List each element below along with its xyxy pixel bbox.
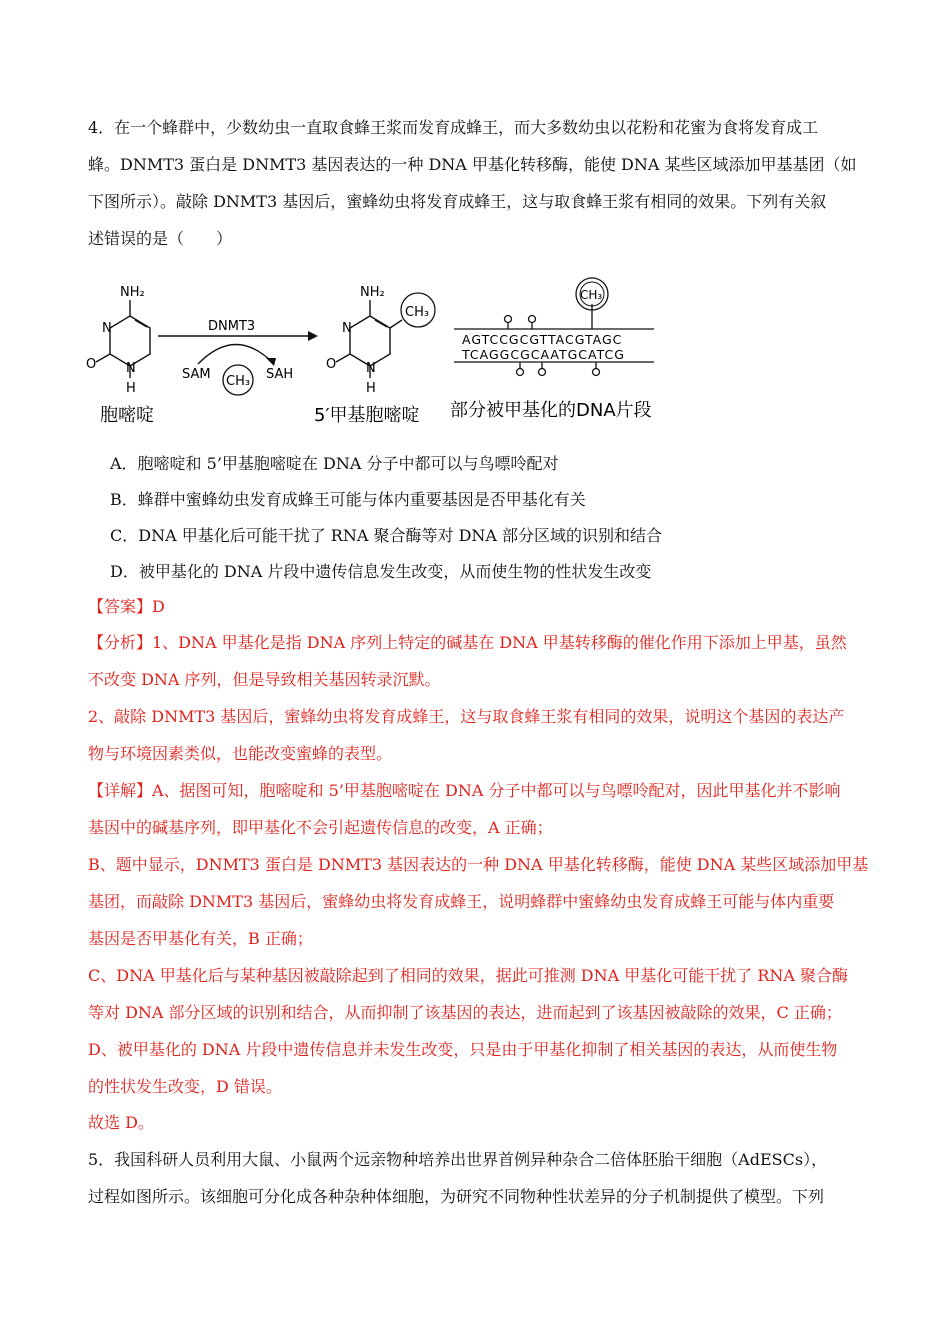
cytosine-n3-label: N [102,321,112,336]
option-d: D．被甲基化的 DNA 片段中遗传信息发生改变，从而使生物的性状发生改变 [110,562,652,581]
q4-line-3: 下图所示）。敲除 DNMT3 基因后，蜜蜂幼虫将发育成蜂王，这与取食蜂王浆有相同的效果。下列有关叙 [88,192,827,211]
answer-line-8: B、题中显示，DNMT3 蛋白是 DNMT3 基因表达的一种 DNA 甲基化转移酶，能使 DNA 某些区域添加甲基 [88,855,869,874]
methyl-n3-label: N [342,321,352,336]
answer-line-13: D、被甲基化的 DNA 片段中遗传信息并未发生改变，只是由于甲基化抑制了相关基因的表达，从而使生物 [88,1040,838,1059]
answer-line-9: 基团，而敲除 DNMT3 基因后，蜜蜂幼虫将发育成蜂王，说明蜂群中蜜蜂幼虫发育成蜂王可能与体内重要 [88,892,835,911]
curved-arrow-head-icon [266,358,276,366]
option-a: A．胞嘧啶和 5’甲基胞嘧啶在 DNA 分子中都可以与鸟嘌呤配对 [110,454,559,473]
answer-line-15: 故选 D。 [88,1113,154,1132]
q5-line-1: 5．我国科研人员利用大鼠、小鼠两个远亲物种培养出世界首例异种杂合二倍体胚胎干细胞（AdESCs）， [88,1150,828,1169]
methylcytosine-caption: 5′甲基胞嘧啶 [314,405,420,426]
sam-label: SAM [182,367,211,382]
reaction-arrow [158,336,312,364]
arrow-head-icon [308,331,318,341]
answer-line-11: C、DNA 甲基化后与某种基因被敲除起到了相同的效果，据此可推测 DNA 甲基化可能干扰了 RNA 聚合酶 [88,966,849,985]
dna-bottom-strand: TCAGGCGCAATGCATCG [462,347,625,362]
enzyme-label: DNMT3 [208,319,256,334]
answer-line-2: 【分析】1、DNA 甲基化是指 DNA 序列上特定的碱基在 DNA 甲基转移酶的催化作用下添加上甲基，虽然 [88,633,847,652]
methyl-n1-label: N [366,361,376,376]
answer-line-1: 【答案】D [88,597,165,616]
option-c: C．DNA 甲基化后可能干扰了 RNA 聚合酶等对 DNA 部分区域的识别和结合 [110,526,663,545]
methyl-h-label: H [366,381,376,396]
cytosine-caption: 胞嘧啶 [100,405,154,426]
answer-line-7: 基因中的碱基序列，即甲基化不会引起遗传信息的改变，A 正确； [88,818,553,837]
option-b: B．蜂群中蜜蜂幼虫发育成蜂王可能与体内重要基因是否甲基化有关 [110,490,586,509]
cytosine-n1-label: N [126,361,136,376]
q4-line-2: 蜂。DNMT3 蛋白是 DNMT3 基因表达的一种 DNA 甲基化转移酶，能使 DNA 某些区域添加甲基基团（如 [88,155,857,174]
dna-methylation-figure [80,276,680,436]
ch3-label-1: CH₃ [226,374,251,389]
cytosine-structure [96,300,150,378]
answer-line-4: 2、敲除 DNMT3 基因后，蜜蜂幼虫将发育成蜂王，这与取食蜂王浆有相同的效果，说明这个基因的表达产 [88,707,845,726]
q5-line-2: 过程如图所示。该细胞可分化成各种杂种体细胞，为研究不同物种性状差异的分子机制提供了模型。下列 [88,1187,825,1206]
answer-line-5: 物与环境因素类似，也能改变蜜蜂的表型。 [88,744,393,763]
methyl-nh2-label: NH₂ [360,285,385,300]
dna-fragment-caption: 部分被甲基化的DNA片段 [450,400,652,421]
answer-line-14: 的性状发生改变，D 错误。 [88,1077,282,1096]
ch3-label-2: CH₃ [405,305,430,320]
methyl-o-label: O [326,357,337,372]
answer-line-12: 等对 DNA 部分区域的识别和结合，从而抑制了该基因的表达，进而起到了该基因被敲除的效果，C 正确； [88,1003,842,1022]
answer-line-3: 不改变 DNA 序列，但是导致相关基因转录沉默。 [88,670,441,689]
answer-line-10: 基因是否甲基化有关，B 正确； [88,929,313,948]
answer-line-6: 【详解】A、据图可知，胞嘧啶和 5’甲基胞嘧啶在 DNA 分子中都可以与鸟嘌呤配对，因此甲基化并不影响 [88,781,841,800]
sah-label: SAH [266,367,294,382]
dna-top-strand: AGTCCGCGTTACGTAGC [462,332,623,347]
cytosine-nh2-label: NH₂ [120,285,145,300]
q4-line-1: 4．在一个蜂群中，少数幼虫一直取食蜂王浆而发育成蜂王，而大多数幼虫以花粉和花蜜为食将发育成工 [88,118,819,137]
q4-line-4: 述错误的是（ ） [88,229,233,248]
ch3-label-3: CH₃ [580,288,603,302]
cytosine-h-label: H [126,381,136,396]
cytosine-o-label: O [86,357,97,372]
